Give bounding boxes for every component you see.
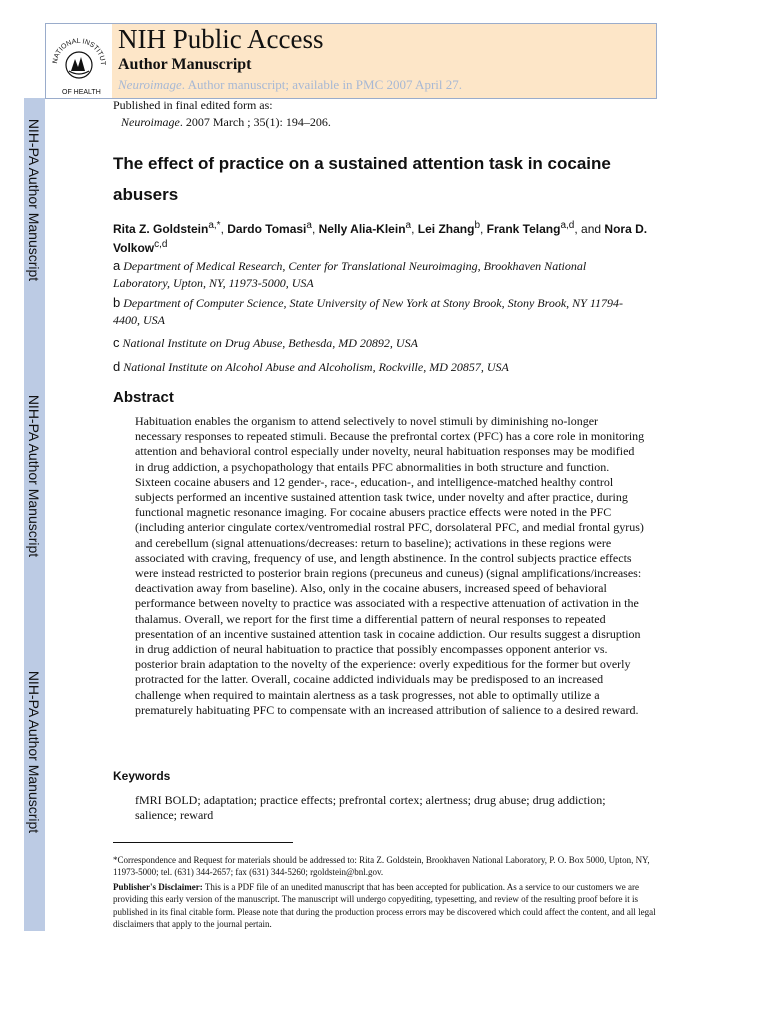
header-availability-text: . Author manuscript; available in PMC 2007 April 27. <box>181 77 462 92</box>
keywords-body: fMRI BOLD; adaptation; practice effects; prefrontal cortex; alertness; drug abuse; drug addiction; salience; reward <box>135 793 606 822</box>
affiliation-text: Department of Computer Science, State University of New York at Stony Brook, Stony Brook, NY 11794-4400, USA <box>113 296 623 327</box>
author-name: Nelly Alia-Klein <box>318 222 406 236</box>
citation-text: . 2007 March ; 35(1): 194–206. <box>179 115 331 129</box>
abstract-body: Habituation enables the organism to attend selectively to novel stimuli by diminishing no-longer necessary responses to repeated stimuli. Because the prefrontal cortex (PFC) has a core role in monitoring attention and behavioral control especially under novelty, neural habituation responses may be modified in drug addiction, a psychopathology that entails PFC abnormalities in both structure and function. Sixteen cocaine abusers and 12 gender-, race-, education-, and intelligence-matched healthy control subjects performed an incentive sustained attention task twice, under novelty and after practice, during functional magnetic resonance imaging. For cocaine abusers practice effects were noted in the PFC (including anterior cingulate cortex/ventromedial rostral PFC, dorsolateral PFC, and medial frontal gyrus) and cerebellum (signal attenuations/decreases: return to baseline); activations in these regions were associated with craving, frequency of use, and length abstinence. In the control subjects practice effects were instead restricted to posterior brain regions (precuneus and cuneus) (signal amplifications/increases: deactivation away from baseline). Also, only in the cocaine abusers, increased speed of behavioral performance between novelty to practice was associated with a respective attenuation of activation in the thalamus. Overall, we report for the first time a differential pattern of neural responses to repeated presentation of an incentive sustained attention task in cocaine addiction. Our results suggest a disruption in drug addiction of neural habituation to practice that possibly encompasses opponent anterior vs. posterior brain adaptation to the novelty of the experience: overly expeditious for the former but overly protracted for the latter. Overall, cocaine addicted individuals may be predisposed to an increased challenge when required to maintain alertness as a task progresses, not able to optimally utilize a prematurely habituating PFC to compensate with an increased attribution of salience to a desired reward. <box>135 414 645 717</box>
author-name: Dardo Tomasi <box>227 222 307 236</box>
nih-header <box>45 23 657 99</box>
affiliation-c <box>113 334 643 352</box>
publication-info <box>113 97 331 131</box>
author-separator: , <box>311 222 319 236</box>
affiliation-letter: a <box>113 258 121 273</box>
published-line: Published in final edited form as: <box>113 98 273 112</box>
author-name: Rita Z. Goldstein <box>113 222 209 236</box>
affiliation-d <box>113 358 643 376</box>
svg-text:OF HEALTH: OF HEALTH <box>62 89 101 96</box>
disclaimer-text: This is a PDF file of an unedited manuscript that has been accepted for publication. As a service to our customers we are providing this early version of the manuscript. The manuscript will undergo copyediting, typesetting, and review of the resulting proof before it is published in its final citable form. Please note that during the production process errors may be discovered which could affect the content, and all legal disclaimers that apply to the journal pertain. <box>113 882 656 929</box>
author-affiliation-mark: a <box>405 220 412 231</box>
nih-logo-icon <box>47 25 111 97</box>
article-title: The effect of practice on a sustained attention task in cocaine abusers <box>113 154 611 204</box>
header-journal: Neuroimage <box>118 77 182 92</box>
abstract-heading: Abstract <box>113 389 174 406</box>
author-name: Frank Telang <box>486 222 561 236</box>
disclaimer-label: Publisher's Disclaimer: <box>113 882 203 892</box>
svg-text:NATIONAL INSTITUTES: NATIONAL INSTITUT <box>51 37 107 66</box>
affiliation-letter: b <box>113 295 121 310</box>
keywords-heading: Keywords <box>113 769 171 783</box>
affiliation-a <box>113 257 643 292</box>
author-separator: , and <box>574 222 605 236</box>
author-affiliation-mark: b <box>474 220 480 231</box>
affiliation-text: Department of Medical Research, Center for Translational Neuroimaging, Brookhaven National Laboratory, Upton, NY, 11973-5000, USA <box>113 259 587 290</box>
citation-journal: Neuroimage <box>121 115 180 129</box>
footnote-divider <box>113 842 293 843</box>
nih-header-box <box>112 24 656 98</box>
author-list <box>113 218 658 256</box>
correspondence-footnote: *Correspondence and Request for materials should be addressed to: Rita Z. Goldstein, Brookhaven National Laboratory, P. O. Box 5000, Upton, NY, 11973-5000; tel. (631) 344-2657; fax (631) 344-5260; rgoldstein@bnl.gov. <box>113 855 650 878</box>
header-availability <box>118 77 462 93</box>
author-separator: , <box>411 222 418 236</box>
affiliation-letter: d <box>113 359 121 374</box>
author-separator: , <box>480 222 487 236</box>
author-affiliation-mark: a <box>306 220 312 231</box>
header-subtitle: Author Manuscript <box>118 56 252 73</box>
sidebar-label-top: NIH-PA Author Manuscript <box>26 118 42 282</box>
author-name: Lei Zhang <box>417 222 475 236</box>
sidebar-label-middle: NIH-PA Author Manuscript <box>26 394 42 558</box>
affiliation-letter: c <box>113 335 120 350</box>
publisher-disclaimer <box>113 881 659 930</box>
author-affiliation-mark: a,d <box>560 220 575 231</box>
affiliation-text: National Institute on Alcohol Abuse and Alcoholism, Rockville, MD 20857, USA <box>123 360 509 374</box>
author-name: Nora D. Volkow <box>113 222 648 255</box>
citation-line <box>113 114 331 131</box>
author-affiliation-mark: a,* <box>208 220 221 231</box>
header-title: NIH Public Access <box>118 24 324 54</box>
author-separator: , <box>220 222 228 236</box>
sidebar-label-bottom: NIH-PA Author Manuscript <box>26 670 42 834</box>
affiliation-text: National Institute on Drug Abuse, Bethesda, MD 20892, USA <box>122 336 418 350</box>
author-affiliation-mark: c,d <box>154 239 168 250</box>
affiliation-b <box>113 294 643 329</box>
